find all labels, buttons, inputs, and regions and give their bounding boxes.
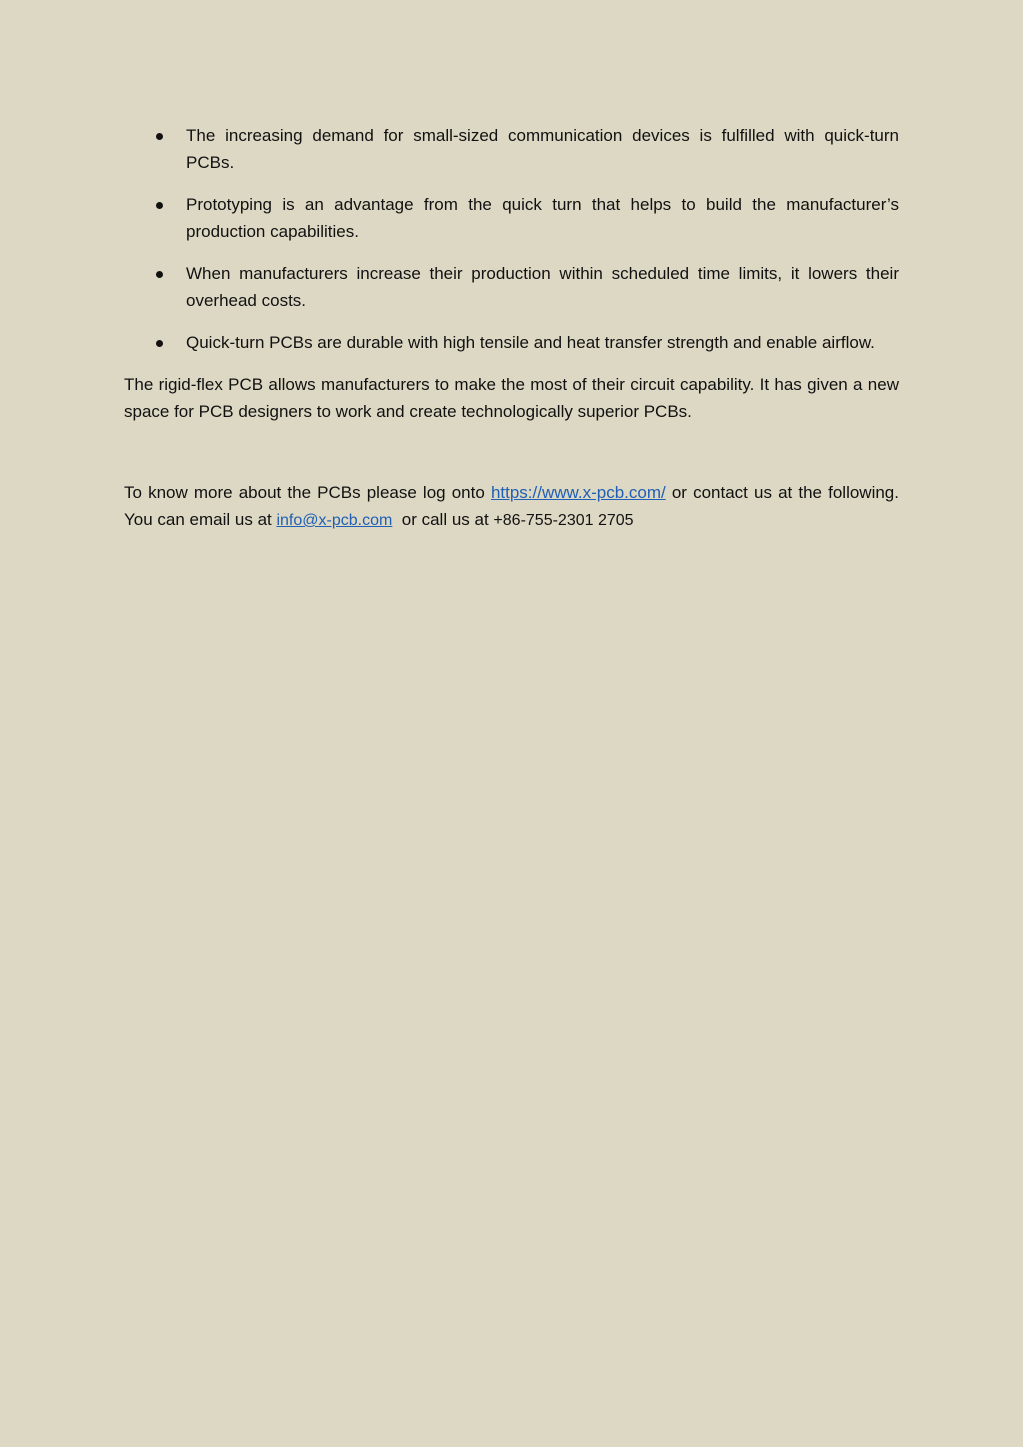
bullet-item (124, 122, 899, 176)
bullet-dot-icon (156, 340, 163, 347)
contact-paragraph (124, 479, 899, 534)
email-link[interactable]: info@x-pcb.com (276, 512, 393, 529)
bullet-text: Quick-turn PCBs are durable with high tensile and heat transfer strength and enable airflow. (186, 333, 875, 352)
phone-number: +86-755-2301 2705 (493, 512, 634, 529)
bullet-text: Prototyping is an advantage from the quick turn that helps to build the manufacturer’s production capabilities. (186, 195, 899, 241)
contact-text-after-email: or call us at (392, 510, 494, 529)
bullet-item (124, 260, 899, 314)
bullet-item (124, 191, 899, 245)
document-page (124, 122, 899, 534)
summary-paragraph: The rigid-flex PCB allows manufacturers to make the most of their circuit capability. It has given a new space for PCB designers to work and create technologically superior PCBs. (124, 375, 899, 421)
bullet-item (124, 329, 899, 356)
bullet-dot-icon (156, 133, 163, 140)
contact-text-before-link: To know more about the PCBs please log onto (124, 483, 491, 502)
website-link[interactable]: https://www.x-pcb.com/ (490, 483, 666, 502)
bullet-text: The increasing demand for small-sized communication devices is fulfilled with quick-turn PCBs. (186, 126, 899, 172)
bullet-dot-icon (156, 202, 163, 209)
contact-text-middle: or contact us at the following. You can email us at (124, 483, 899, 529)
bullet-dot-icon (156, 271, 163, 278)
benefits-bullet-list (124, 122, 899, 356)
bullet-text: When manufacturers increase their production within scheduled time limits, it lowers their overhead costs. (186, 264, 899, 310)
